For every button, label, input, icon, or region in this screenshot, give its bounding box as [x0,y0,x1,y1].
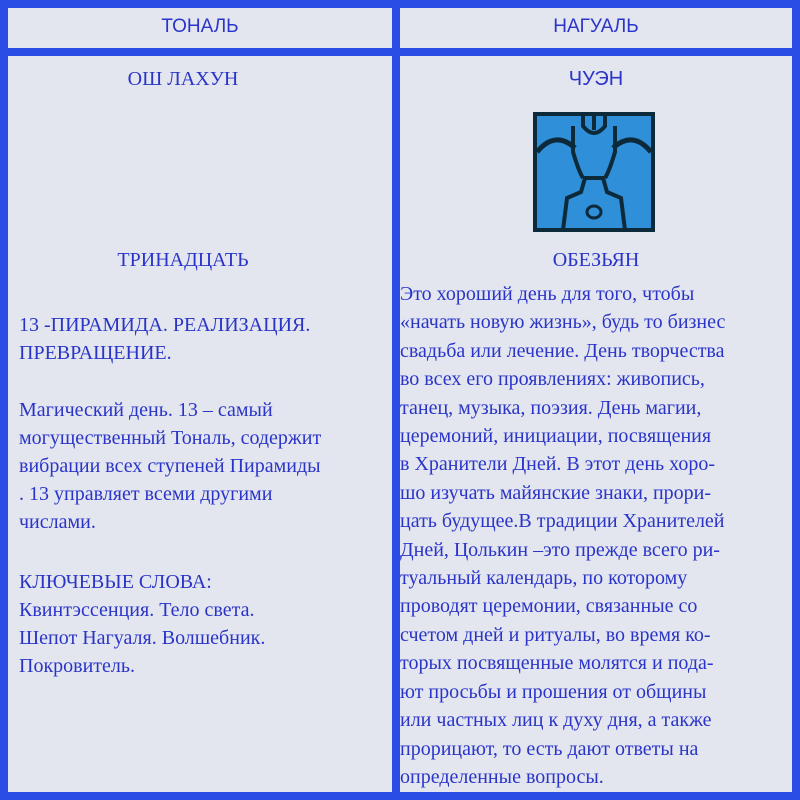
nagual-name: ЧУЭН [568,68,624,90]
tonal-description: Магический день. 13 – самый могущественный Тональ, содержит вибрации всех ступеней Пирамиды . 13 управляет всеми другими числами. [19,399,322,533]
nagual-meaning: ОБЕЗЬЯН [552,249,640,271]
tonal-subtitle: 13 -ПИРАМИДА. РЕАЛИЗАЦИЯ. ПРЕВРАЩЕНИЕ. [19,314,311,364]
nagual-header [400,8,792,48]
tonal-header-label: ТОНАЛЬ [161,16,239,37]
nagual-panel [400,56,792,792]
nagual-header-label: НАГУАЛЬ [553,16,639,37]
tonal-number-word: ТРИНАДЦАТЬ [117,249,249,271]
tonal-keywords: КЛЮЧЕВЫЕ СЛОВА: Квинтэссенция. Тело света. Шепот Нагуаля. Волшебник. Покровитель. [19,571,266,677]
tonal-header [8,8,392,48]
monkey-glyph-icon [533,112,655,232]
tonal-panel [8,56,392,792]
nagual-description: Это хороший день для того, чтобы «начать новую жизнь», будь то бизнес свадьба или лечение. День творчества во всех его проявлениях: живопись, танец, музыка, поэзия. День магии, церемоний, инициации, посвящения в Хранители Дней. В этот день хоро- шо изучать майянские знаки, прори- цать будущее.В традиции Хранителей Дней, Цолькин –это прежде всего ри- туальный календарь, по которому проводят церемонии, связанные со счетом дней и ритуалы, во время ко- торых посвященные молятся и пода- ют просьбы и прошения от общины или частных лиц к духу дня, а также прорицают, то есть дают ответы на определенные вопросы. [400,283,726,788]
tonal-name: ОШ ЛАХУН [127,68,239,90]
